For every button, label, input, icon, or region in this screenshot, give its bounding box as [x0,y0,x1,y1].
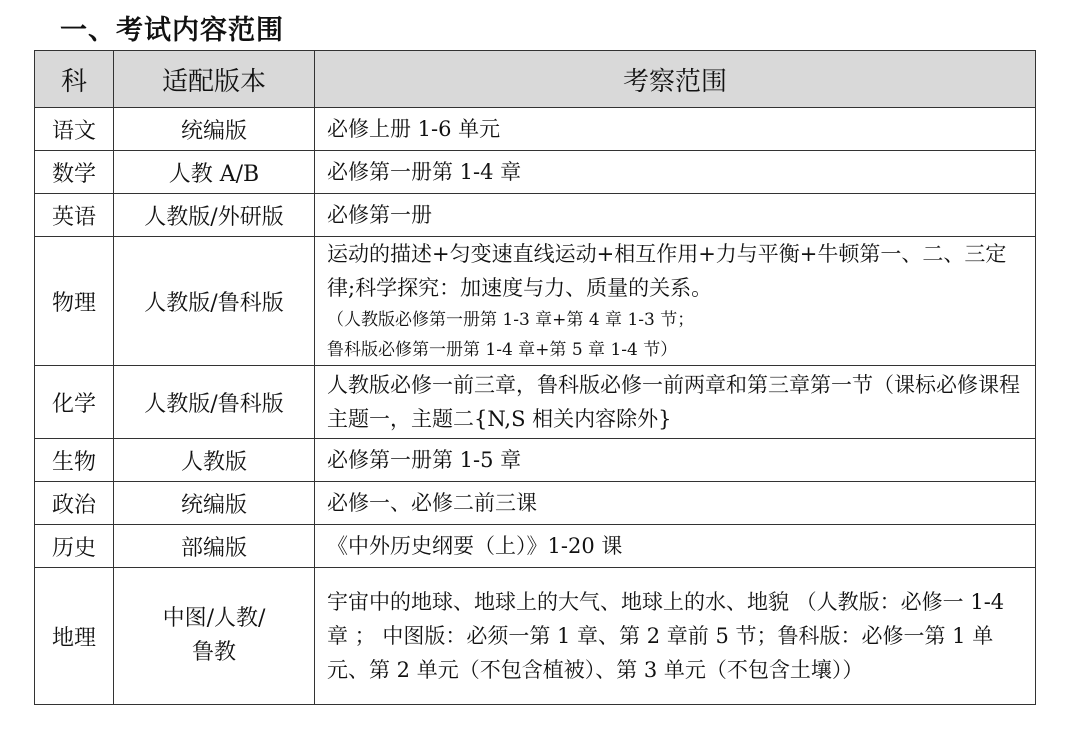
scope-cell: 必修第一册第 1-4 章 [315,151,1036,194]
section-heading: 一、考试内容范围 [60,15,284,46]
exam-scope-table [34,50,1036,705]
version-cell: 人教版/鲁科版 [114,237,315,366]
scope-cell: 必修第一册第 1-5 章 [315,439,1036,482]
scope-cell: 人教版必修一前三章，鲁科版必修一前两章和第三章第一节（课标必修课程主题一，主题二{N,S 相关内容除外} [315,366,1036,439]
table-row [35,439,1036,482]
table-header [35,51,1036,108]
table-row [35,194,1036,237]
table-row [35,151,1036,194]
subject-cell: 政治 [35,482,114,525]
subject-cell: 生物 [35,439,114,482]
scope-cell: 必修上册 1-6 单元 [315,108,1036,151]
version-cell: 人教版/鲁科版 [114,366,315,439]
scope-cell: 必修第一册 [315,194,1036,237]
version-cell: 人教 A/B [114,151,315,194]
subject-cell: 化学 [35,366,114,439]
scope-cell [315,237,1036,366]
table-row [35,568,1036,705]
subject-cell: 地理 [35,568,114,705]
version-cell: 部编版 [114,525,315,568]
table-row [35,108,1036,151]
scope-text: 运动的描述+匀变速直线运动+相互作用+力与平衡+牛顿第一、二、三定律;科学探究：加速度与力、质量的关系。 [327,242,1007,300]
table-row [35,366,1036,439]
version-cell: 人教版/外研版 [114,194,315,237]
table-row [35,482,1036,525]
scope-cell: 《中外历史纲要（上）》1-20 课 [315,525,1036,568]
table-row [35,237,1036,366]
subject-cell: 数学 [35,151,114,194]
subject-cell: 物理 [35,237,114,366]
version-cell: 中图/人教/鲁教 [162,606,266,665]
version-cell: 统编版 [114,108,315,151]
scope-note: 鲁科版必修第一册第 1-4 章+第 5 章 1-4 节） [327,340,678,360]
subject-cell: 英语 [35,194,114,237]
table-row [35,525,1036,568]
scope-note: （人教版必修第一册第 1-3 章+第 4 章 1-3 节； [327,310,695,330]
header-version: 适配版本 [114,51,315,108]
version-cell-wrap [114,568,315,705]
subject-cell: 语文 [35,108,114,151]
scope-cell: 必修一、必修二前三课 [315,482,1036,525]
header-scope: 考察范围 [315,51,1036,108]
subject-cell: 历史 [35,525,114,568]
version-cell: 统编版 [114,482,315,525]
header-subject: 科 [35,51,114,108]
scope-cell: 宇宙中的地球、地球上的大气、地球上的水、地貌 （人教版：必修一 1-4 章 ； 中图版：必须一第 1 章、第 2 章前 5 节；鲁科版：必修一第 1 单元、第 2 单元（不包含植被）、第 3 单元（不包含土壤）） [315,568,1036,705]
version-cell: 人教版 [114,439,315,482]
